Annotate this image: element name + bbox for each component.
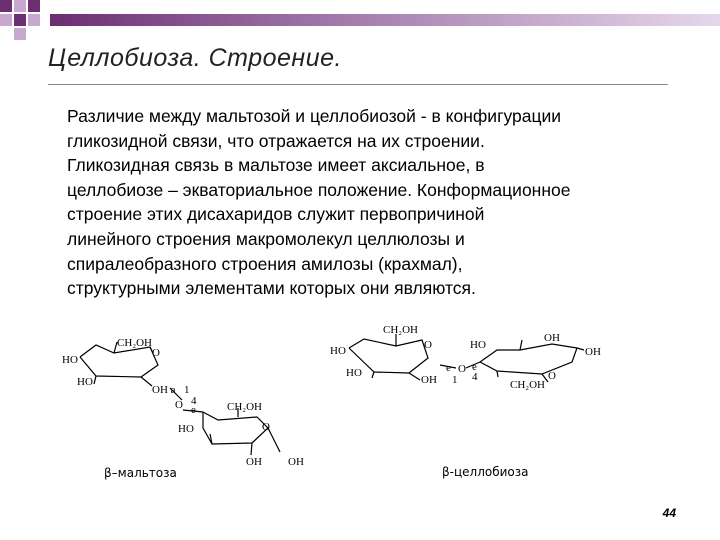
maltose-ch2oh-top: CH₂OH	[117, 337, 153, 349]
maltose-caption: β–мальтоза	[104, 466, 177, 480]
cellobiose-o-link: O	[458, 363, 466, 375]
body-line: гликозидной связи, что отражается на их строении.	[67, 130, 485, 151]
body-line: целлобиозе – экваториальное положение. Конформационное	[67, 179, 571, 200]
bond	[577, 348, 584, 350]
cellobiose-ho: HO	[330, 345, 346, 357]
body-line: Гликозидная связь в мальтозе имеет аксиальное, в	[67, 155, 485, 176]
page-title: Целлобиоза. Строение.	[48, 44, 342, 72]
maltose-pos-e: e	[191, 404, 196, 416]
cellobiose-pos-4: 4	[472, 371, 478, 383]
cellobiose-ho: HO	[470, 339, 486, 351]
maltose-ho: HO	[178, 423, 194, 435]
cellobiose-oh: OH	[421, 374, 437, 386]
bond	[520, 340, 522, 350]
maltose-o-link: O	[175, 399, 183, 411]
cellobiose-ho: HO	[346, 367, 362, 379]
body-line: спиралеобразного строения амилозы (крахмал),	[67, 253, 463, 274]
maltose-ho: HO	[77, 376, 93, 388]
cellobiose-caption: β-целлобиоза	[442, 465, 529, 479]
cellobiose-pos-e: e	[472, 361, 477, 373]
cellobiose-o-left: O	[424, 339, 432, 351]
maltose-pos-4: 4	[191, 395, 197, 407]
body-paragraph	[67, 104, 667, 301]
cellobiose-oh-top: OH	[544, 332, 560, 344]
cellobiose-ch2oh-bottom: CH₂OH	[510, 379, 546, 391]
deco-square	[0, 0, 12, 12]
bond	[251, 443, 252, 455]
deco-square	[14, 0, 26, 12]
cellobiose-labels	[330, 324, 601, 391]
cellobiose-ring-right	[480, 344, 577, 374]
maltose-pos-1: 1	[184, 384, 190, 396]
maltose-ring-lower	[203, 412, 268, 444]
bond	[372, 372, 374, 378]
body-line: линейного строения макромолекул целлюлозы и	[67, 228, 465, 249]
deco-square	[0, 14, 12, 26]
maltose-ho: HO	[62, 354, 78, 366]
maltose-oh: OH	[288, 456, 304, 468]
deco-square	[14, 14, 26, 26]
page-number: 44	[662, 506, 676, 520]
maltose-labels	[62, 337, 304, 468]
deco-square	[28, 0, 40, 12]
structure-figure	[0, 320, 720, 490]
body-line: строение этих дисахаридов служит первопричиной	[67, 204, 485, 225]
cellobiose-oh-right: OH	[585, 346, 601, 358]
bond	[497, 371, 498, 377]
header-gradient-bar	[50, 14, 720, 26]
body-line: Различие между мальтозой и целлобиозой - в конфигурации	[67, 106, 562, 126]
cellobiose-o-right: O	[548, 370, 556, 382]
maltose-o-top: O	[152, 347, 160, 359]
maltose-oh-a: OH a	[152, 384, 176, 396]
bond	[409, 373, 420, 380]
deco-square	[28, 14, 40, 26]
cellobiose-pos-1: 1	[452, 374, 458, 386]
body-line: структурными элементами которых они являются.	[67, 278, 476, 299]
maltose-o-bottom: O	[262, 421, 270, 433]
maltose-ring-upper	[80, 345, 158, 377]
cellobiose-ch2oh-top: CH₂OH	[383, 324, 419, 336]
cellobiose-pos-e: e	[446, 362, 451, 374]
maltose-oh: OH	[246, 456, 262, 468]
bond	[94, 376, 96, 384]
deco-square	[14, 28, 26, 40]
title-divider	[48, 84, 668, 85]
bond	[141, 377, 152, 386]
maltose-ch2oh-bottom: CH₂OH	[227, 401, 263, 413]
